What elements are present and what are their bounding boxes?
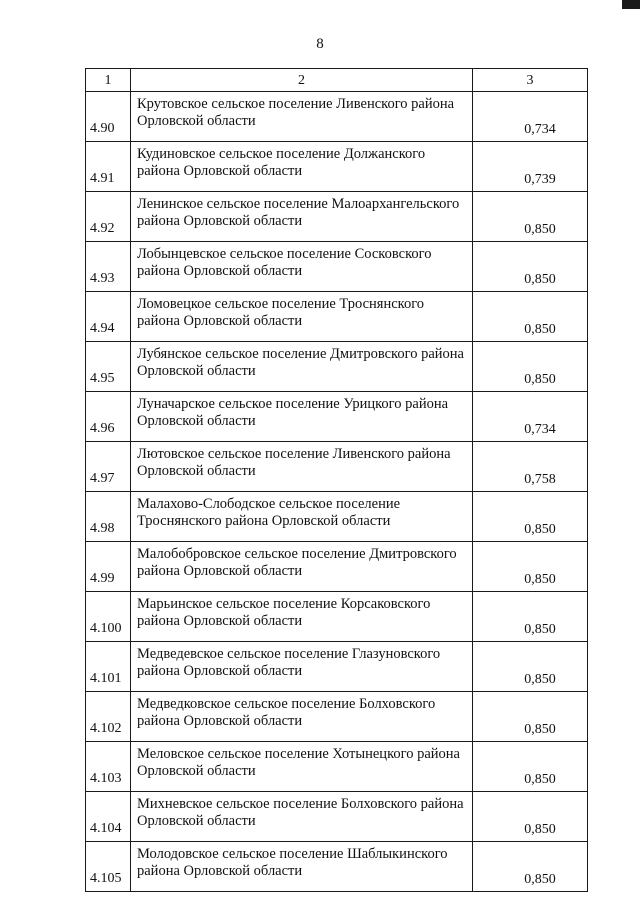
table-row (86, 242, 588, 292)
coefficient-value: 0,850 (473, 242, 588, 292)
row-number: 4.94 (86, 292, 131, 342)
settlement-name: Кудиновское сельское поселение Должанского района Орловской области (131, 142, 473, 192)
coefficient-value: 0,758 (473, 442, 588, 492)
scan-corner-mark (622, 0, 640, 9)
coefficient-value: 0,850 (473, 742, 588, 792)
settlement-name: Молодовское сельское поселение Шаблыкинского района Орловской области (131, 842, 473, 892)
settlement-name: Ленинское сельское поселение Малоархангельского района Орловской области (131, 192, 473, 242)
coefficient-value: 0,734 (473, 392, 588, 442)
table-row (86, 842, 588, 892)
row-number: 4.102 (86, 692, 131, 742)
table-row (86, 592, 588, 642)
coefficient-value: 0,850 (473, 792, 588, 842)
settlement-name: Луначарское сельское поселение Урицкого района Орловской области (131, 392, 473, 442)
row-number: 4.99 (86, 542, 131, 592)
settlement-name: Малобобровское сельское поселение Дмитровского района Орловской области (131, 542, 473, 592)
coefficient-value: 0,739 (473, 142, 588, 192)
table-row (86, 492, 588, 542)
settlement-name: Малахово-Слободское сельское поселение Троснянского района Орловской области (131, 492, 473, 542)
coefficient-value: 0,850 (473, 192, 588, 242)
table-row (86, 142, 588, 192)
table-row (86, 742, 588, 792)
row-number: 4.97 (86, 442, 131, 492)
row-number: 4.101 (86, 642, 131, 692)
coefficient-value: 0,850 (473, 642, 588, 692)
table-header-cell: 1 (86, 69, 131, 92)
coefficient-value: 0,850 (473, 592, 588, 642)
table-header-row (86, 69, 588, 92)
row-number: 4.92 (86, 192, 131, 242)
coefficient-value: 0,850 (473, 292, 588, 342)
coefficient-value: 0,850 (473, 542, 588, 592)
table-row (86, 342, 588, 392)
settlement-name: Медведковское сельское поселение Болховского района Орловской области (131, 692, 473, 742)
settlement-name: Меловское сельское поселение Хотынецкого района Орловской области (131, 742, 473, 792)
row-number: 4.90 (86, 92, 131, 142)
table-row (86, 92, 588, 142)
table-row (86, 692, 588, 742)
settlement-name: Лютовское сельское поселение Ливенского района Орловской области (131, 442, 473, 492)
row-number: 4.104 (86, 792, 131, 842)
row-number: 4.100 (86, 592, 131, 642)
settlement-name: Крутовское сельское поселение Ливенского района Орловской области (131, 92, 473, 142)
table-row (86, 642, 588, 692)
coefficient-value: 0,850 (473, 692, 588, 742)
table-row (86, 792, 588, 842)
row-number: 4.93 (86, 242, 131, 292)
settlement-name: Ломовецкое сельское поселение Троснянского района Орловской области (131, 292, 473, 342)
row-number: 4.91 (86, 142, 131, 192)
table-row (86, 542, 588, 592)
row-number: 4.105 (86, 842, 131, 892)
row-number: 4.95 (86, 342, 131, 392)
settlement-name: Медведевское сельское поселение Глазуновского района Орловской области (131, 642, 473, 692)
table-header-cell: 3 (473, 69, 588, 92)
table-row (86, 442, 588, 492)
settlement-name: Лобынцевское сельское поселение Сосковского района Орловской области (131, 242, 473, 292)
coefficient-value: 0,734 (473, 92, 588, 142)
table-header-cell: 2 (131, 69, 473, 92)
row-number: 4.96 (86, 392, 131, 442)
settlements-table (85, 68, 588, 892)
settlement-name: Марьинское сельское поселение Корсаковского района Орловской области (131, 592, 473, 642)
row-number: 4.103 (86, 742, 131, 792)
coefficient-value: 0,850 (473, 492, 588, 542)
table-row (86, 392, 588, 442)
table-row (86, 192, 588, 242)
page-number: 8 (316, 36, 324, 52)
row-number: 4.98 (86, 492, 131, 542)
coefficient-value: 0,850 (473, 342, 588, 392)
coefficient-value: 0,850 (473, 842, 588, 892)
settlement-name: Лубянское сельское поселение Дмитровского района Орловской области (131, 342, 473, 392)
settlement-name: Михневское сельское поселение Болховского района Орловской области (131, 792, 473, 842)
table-row (86, 292, 588, 342)
